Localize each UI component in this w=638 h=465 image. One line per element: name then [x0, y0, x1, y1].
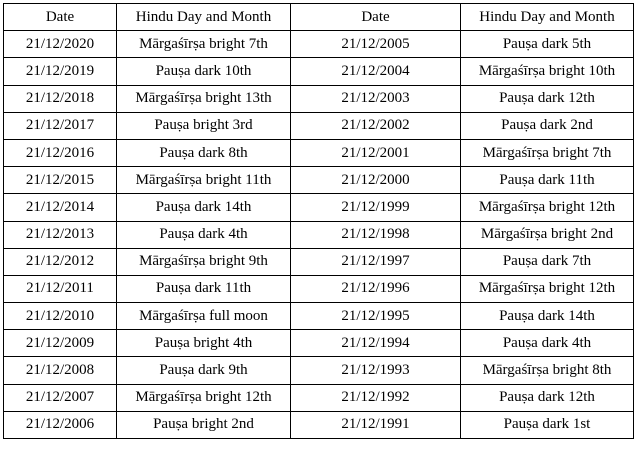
date-cell: 21/12/2006 [4, 411, 117, 438]
table-row [4, 411, 634, 438]
hindu-day-cell: Mārgaśīrṣa bright 2nd [461, 221, 634, 248]
date-cell: 21/12/1994 [291, 330, 461, 357]
hindu-day-cell: Mārgaśīrṣa bright 10th [461, 58, 634, 85]
hindu-day-cell: Pauṣa dark 14th [117, 194, 291, 221]
date-cell: 21/12/2020 [4, 31, 117, 58]
date-cell: 21/12/2019 [4, 58, 117, 85]
hindu-day-cell: Mārgaśīrṣa bright 8th [461, 357, 634, 384]
table-row [4, 167, 634, 194]
hindu-day-cell: Mārgaśīrṣa bright 12th [117, 384, 291, 411]
table-row [4, 384, 634, 411]
date-cell: 21/12/2016 [4, 139, 117, 166]
table-row [4, 31, 634, 58]
hindu-day-cell: Pauṣa dark 14th [461, 303, 634, 330]
hindu-day-cell: Mārgaśīrṣa bright 12th [461, 194, 634, 221]
table-row [4, 85, 634, 112]
table-row [4, 112, 634, 139]
header-row [4, 4, 634, 31]
table-row [4, 58, 634, 85]
header-date-1: Date [4, 4, 117, 31]
date-cell: 21/12/1991 [291, 411, 461, 438]
table-row [4, 248, 634, 275]
hindu-day-cell: Pauṣa dark 11th [461, 167, 634, 194]
table-row [4, 139, 634, 166]
date-cell: 21/12/2018 [4, 85, 117, 112]
table-row [4, 275, 634, 302]
date-cell: 21/12/2008 [4, 357, 117, 384]
hindu-day-cell: Pauṣa dark 12th [461, 384, 634, 411]
hindu-day-cell: Pauṣa dark 10th [117, 58, 291, 85]
table-row [4, 303, 634, 330]
date-table [3, 3, 634, 439]
date-cell: 21/12/1997 [291, 248, 461, 275]
date-cell: 21/12/2012 [4, 248, 117, 275]
date-cell: 21/12/2001 [291, 139, 461, 166]
hindu-day-cell: Pauṣa dark 11th [117, 275, 291, 302]
header-hindu-day-2: Hindu Day and Month [461, 4, 634, 31]
hindu-day-cell: Pauṣa dark 1st [461, 411, 634, 438]
hindu-day-cell: Mārgaśīrṣa bright 9th [117, 248, 291, 275]
hindu-day-cell: Pauṣa dark 4th [117, 221, 291, 248]
date-cell: 21/12/2005 [291, 31, 461, 58]
hindu-day-cell: Pauṣa dark 9th [117, 357, 291, 384]
hindu-day-cell: Pauṣa dark 7th [461, 248, 634, 275]
hindu-day-cell: Mārgaśīrṣa full moon [117, 303, 291, 330]
date-cell: 21/12/2013 [4, 221, 117, 248]
hindu-day-cell: Mārgaśīrṣa bright 13th [117, 85, 291, 112]
date-cell: 21/12/1996 [291, 275, 461, 302]
date-cell: 21/12/2002 [291, 112, 461, 139]
date-cell: 21/12/1995 [291, 303, 461, 330]
hindu-day-cell: Pauṣa dark 4th [461, 330, 634, 357]
hindu-day-cell: Mārgaśīrṣa bright 7th [117, 31, 291, 58]
date-cell: 21/12/1992 [291, 384, 461, 411]
header-hindu-day-1: Hindu Day and Month [117, 4, 291, 31]
hindu-day-cell: Mārgaśīrṣa bright 12th [461, 275, 634, 302]
header-date-2: Date [291, 4, 461, 31]
table-row [4, 357, 634, 384]
hindu-day-cell: Pauṣa dark 12th [461, 85, 634, 112]
date-cell: 21/12/2004 [291, 58, 461, 85]
hindu-day-cell: Pauṣa bright 3rd [117, 112, 291, 139]
hindu-day-cell: Mārgaśīrṣa bright 11th [117, 167, 291, 194]
date-cell: 21/12/2015 [4, 167, 117, 194]
hindu-day-cell: Pauṣa dark 8th [117, 139, 291, 166]
hindu-day-cell: Pauṣa bright 2nd [117, 411, 291, 438]
date-cell: 21/12/2003 [291, 85, 461, 112]
date-cell: 21/12/2009 [4, 330, 117, 357]
hindu-day-cell: Pauṣa dark 5th [461, 31, 634, 58]
date-cell: 21/12/1993 [291, 357, 461, 384]
date-cell: 21/12/2011 [4, 275, 117, 302]
table-row [4, 221, 634, 248]
date-cell: 21/12/1998 [291, 221, 461, 248]
date-cell: 21/12/2007 [4, 384, 117, 411]
hindu-day-cell: Mārgaśīrṣa bright 7th [461, 139, 634, 166]
hindu-day-cell: Pauṣa dark 2nd [461, 112, 634, 139]
date-cell: 21/12/2010 [4, 303, 117, 330]
hindu-day-cell: Pauṣa bright 4th [117, 330, 291, 357]
date-cell: 21/12/2014 [4, 194, 117, 221]
date-cell: 21/12/2017 [4, 112, 117, 139]
date-cell: 21/12/1999 [291, 194, 461, 221]
date-cell: 21/12/2000 [291, 167, 461, 194]
table-row [4, 330, 634, 357]
table-row [4, 194, 634, 221]
